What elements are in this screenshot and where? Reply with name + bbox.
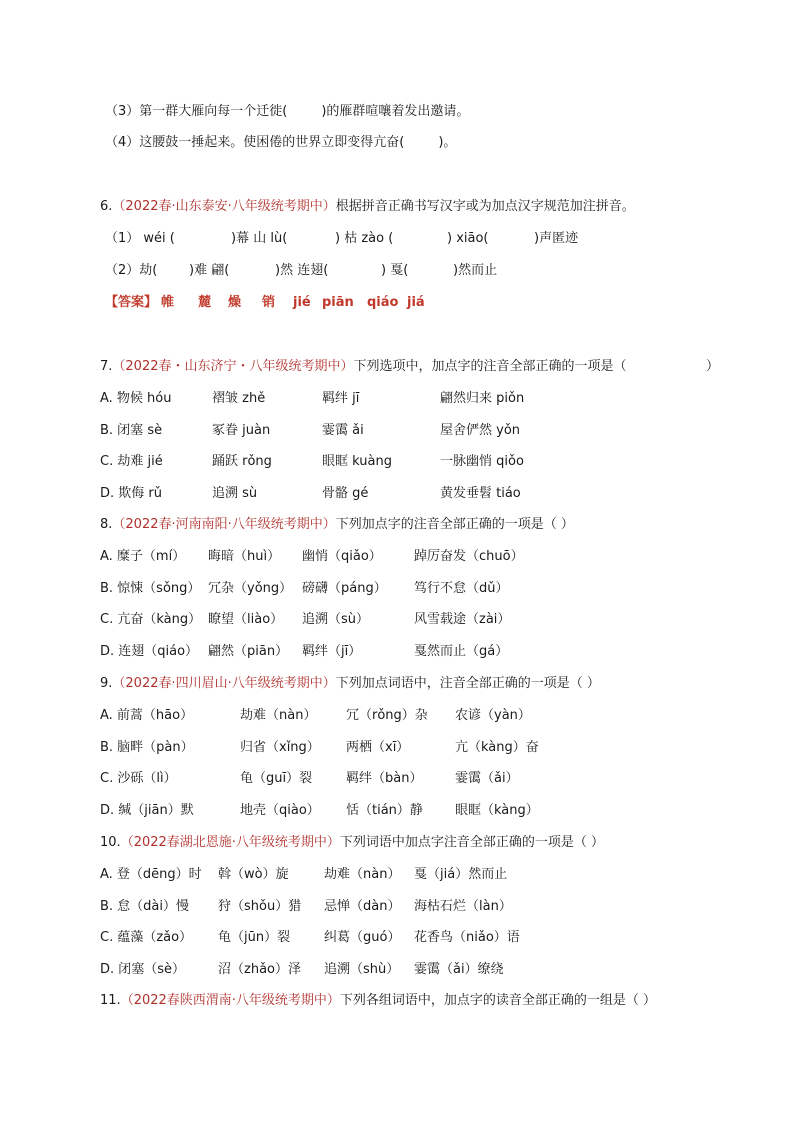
- q5-item-4-text-b: )。: [438, 135, 457, 150]
- question-6-header: [100, 198, 635, 216]
- option-row[interactable]: [100, 739, 720, 757]
- option-term: 沼（zhǎo）泽: [218, 962, 301, 978]
- option-term: 忌惮（dàn）: [324, 898, 401, 914]
- question-number: 11.: [100, 993, 121, 1008]
- option-term: A. 登（dēng）时: [100, 867, 202, 882]
- answer-item: jiá: [407, 295, 425, 310]
- answer-item: 燥: [228, 295, 242, 310]
- option-term: D. 欺侮 rǔ: [100, 486, 162, 502]
- option-term: 羁绊（jī）: [302, 644, 362, 660]
- question-source: （2022春·山东泰安·八年级统考期中）: [112, 199, 336, 214]
- option-term: 海枯石烂（làn）: [414, 898, 512, 914]
- q5-item-3: [105, 103, 469, 121]
- option-row[interactable]: [100, 898, 720, 916]
- option-term: 羁绊（bàn）: [346, 771, 423, 787]
- question-7-header: [100, 358, 720, 376]
- option-term: 冗（rǒng）杂: [346, 708, 428, 723]
- option-term: 归省（xǐng）: [240, 739, 320, 755]
- question-source: （2022春·四川眉山·八年级统考期中）: [112, 676, 336, 691]
- option-term: 地壳（qiào）: [240, 803, 320, 819]
- option-row[interactable]: [100, 961, 720, 979]
- question-stem: 下列加点词语中，注音全部正确的一项是（ ）: [335, 676, 600, 691]
- q6-row2-part: （2）劫(: [105, 263, 158, 278]
- answer-label: 【答案】: [105, 295, 158, 310]
- option-row[interactable]: [100, 485, 720, 503]
- option-term: 戛然而止（gá）: [414, 644, 509, 660]
- question-stem: 下列加点字的注音全部正确的一项是（ ）: [335, 517, 574, 532]
- q6-row1-part: )声匿迹: [534, 231, 579, 246]
- answer-item: 帷: [161, 295, 175, 310]
- option-term: C. 劫难 jié: [100, 454, 163, 470]
- q6-row2-part: )然而止: [453, 263, 498, 278]
- option-term: C. 亢奋（kàng）: [100, 612, 202, 628]
- option-term: 纠葛（guó）: [324, 930, 401, 946]
- option-term: C. 蕴藻（zǎo）: [100, 930, 193, 946]
- option-term: 冢眷 juàn: [212, 422, 271, 438]
- option-term: B. 脑畔（pàn）: [100, 739, 194, 755]
- option-term: A. 糜子（mí）: [100, 549, 186, 564]
- option-term: 追溯 sù: [212, 486, 258, 502]
- option-term: 追溯（sù）: [302, 612, 370, 628]
- question-number: 8.: [100, 517, 113, 532]
- question-stem: 下列选项中，加点字的注音全部正确的一项是（: [353, 359, 627, 374]
- option-term: 龟（jūn）裂: [218, 930, 291, 946]
- option-term: D. 连翅（qiáo）: [100, 644, 199, 660]
- option-term: 霎霭（ǎi）缭绕: [414, 962, 504, 978]
- option-term: 两栖（xī）: [346, 739, 410, 755]
- answer-item: jié: [293, 295, 311, 310]
- question-source: （2022春・山东济宁・八年级统考期中）: [112, 359, 354, 374]
- option-term: B. 惊悚（sǒng）: [100, 580, 201, 596]
- option-term: C. 沙砾（lì）: [100, 771, 177, 787]
- option-term: 踔厉奋发（chuō）: [414, 549, 524, 564]
- question-number: 6.: [100, 199, 113, 214]
- question-8-header: [100, 516, 574, 534]
- q6-row1-part: ) xiāo(: [447, 231, 489, 246]
- option-row[interactable]: [100, 770, 720, 788]
- option-term: 磅礴（páng）: [302, 580, 387, 596]
- answer-item: qiáo: [367, 295, 399, 310]
- q6-row2-part: ) 戛(: [381, 263, 409, 278]
- option-term: 追溯（shù）: [324, 962, 400, 978]
- option-term: 羁绊 jī: [322, 391, 360, 406]
- option-term: 冗杂（yǒng）: [208, 580, 293, 596]
- option-term: 恬（tián）静: [346, 803, 423, 819]
- question-source: （2022春陕西渭南·八年级统考期中）: [120, 993, 340, 1008]
- option-term: 翩然归来 piǒn: [440, 391, 525, 406]
- question-source: （2022春·河南南阳·八年级统考期中）: [112, 517, 336, 532]
- option-term: A. 前蒿（hāo）: [100, 708, 194, 723]
- option-term: 农谚（yàn）: [455, 708, 531, 723]
- option-term: 黄发垂髫 tiáo: [440, 486, 521, 502]
- question-9-header: [100, 675, 600, 693]
- option-term: 戛（jiá）然而止: [414, 867, 508, 882]
- option-term: 亢（kàng）奋: [455, 739, 539, 755]
- question-source: （2022春湖北恩施·八年级统考期中）: [120, 835, 340, 850]
- option-row[interactable]: [100, 548, 720, 566]
- question-6-row-2: [105, 262, 705, 280]
- option-term: 花香鸟（niǎo）语: [414, 930, 520, 946]
- option-term: 斡（wò）旋: [218, 867, 289, 882]
- question-6-row-1: [105, 230, 705, 248]
- option-term: A. 物候 hóu: [100, 391, 172, 406]
- question-stem: 根据拼音正确书写汉字或为加点汉字规范加注拼音。: [335, 199, 635, 214]
- option-term: D. 闭塞（sè）: [100, 962, 186, 978]
- option-row[interactable]: [100, 580, 720, 598]
- q5-item-4-text-a: （4）这腰鼓一捶起来。使困倦的世界立即变得亢奋(: [105, 135, 405, 150]
- option-term: 霎霭 ǎi: [322, 422, 364, 438]
- q5-item-3-text-b: )的雁群喧嚷着发出邀请。: [321, 104, 470, 119]
- q6-row1-part: )幕 山 lù(: [231, 231, 288, 246]
- q6-row2-part: )然 连翅(: [275, 263, 329, 278]
- question-stem: 下列各组词语中，加点字的读音全部正确的一组是（ ）: [339, 993, 657, 1008]
- option-row[interactable]: [100, 643, 720, 661]
- option-term: 劫难（nàn）: [240, 708, 317, 723]
- option-term: 骨骼 gé: [322, 486, 369, 502]
- option-row[interactable]: [100, 866, 720, 884]
- question-10-header: [100, 834, 604, 852]
- q5-item-3-text-a: （3）第一群大雁向每一个迁徙(: [105, 104, 288, 119]
- option-term: 劫难（nàn）: [324, 867, 401, 882]
- option-term: 瞭望（liào）: [208, 612, 284, 628]
- option-row[interactable]: [100, 611, 720, 629]
- question-number: 9.: [100, 676, 113, 691]
- question-number: 7.: [100, 359, 113, 374]
- option-term: 晦暗（huì）: [208, 549, 281, 564]
- option-term: 狩（shǒu）猎: [218, 898, 302, 914]
- option-row[interactable]: [100, 390, 720, 408]
- question-stem-end: ）: [706, 359, 720, 374]
- option-term: 眼眶（kàng）: [455, 803, 539, 819]
- question-stem: 下列词语中加点字注音全部正确的一项是（ ）: [339, 835, 605, 850]
- q6-row1-part: ) 枯 zào (: [335, 231, 394, 246]
- answer-item: 销: [262, 295, 276, 310]
- answer-item: piān: [322, 295, 354, 310]
- option-term: B. 怠（dài）慢: [100, 898, 190, 914]
- option-term: 踊跃 rǒng: [212, 454, 272, 470]
- q5-item-4: [105, 134, 456, 152]
- option-term: 眼眶 kuàng: [322, 454, 392, 470]
- option-term: 褶皱 zhě: [212, 391, 266, 406]
- question-number: 10.: [100, 835, 121, 850]
- q6-row2-part: )难 翩(: [189, 263, 230, 278]
- option-term: B. 闭塞 sè: [100, 422, 163, 438]
- option-row[interactable]: [100, 707, 720, 725]
- option-row[interactable]: [100, 422, 720, 440]
- option-term: 屋舍俨然 yǒn: [440, 422, 521, 438]
- option-row[interactable]: [100, 929, 720, 947]
- option-row[interactable]: [100, 802, 720, 820]
- option-term: 翩然（piān）: [208, 644, 289, 660]
- q6-row1-part: （1） wéi (: [105, 231, 175, 246]
- option-term: 龟（guī）裂: [240, 771, 313, 787]
- answer-item: 麓: [198, 295, 212, 310]
- question-6-answer: [105, 294, 705, 312]
- option-term: 幽悄（qiǎo）: [302, 549, 382, 564]
- option-term: 一脉幽悄 qiǒo: [440, 454, 524, 470]
- question-11-header: [100, 992, 656, 1010]
- option-row[interactable]: [100, 453, 720, 471]
- option-term: 风雪载途（zài）: [414, 612, 511, 628]
- option-term: 霎霭（ǎi）: [455, 771, 519, 787]
- option-term: 笃行不怠（dǔ）: [414, 580, 509, 596]
- option-term: D. 缄（jiān）默: [100, 803, 194, 819]
